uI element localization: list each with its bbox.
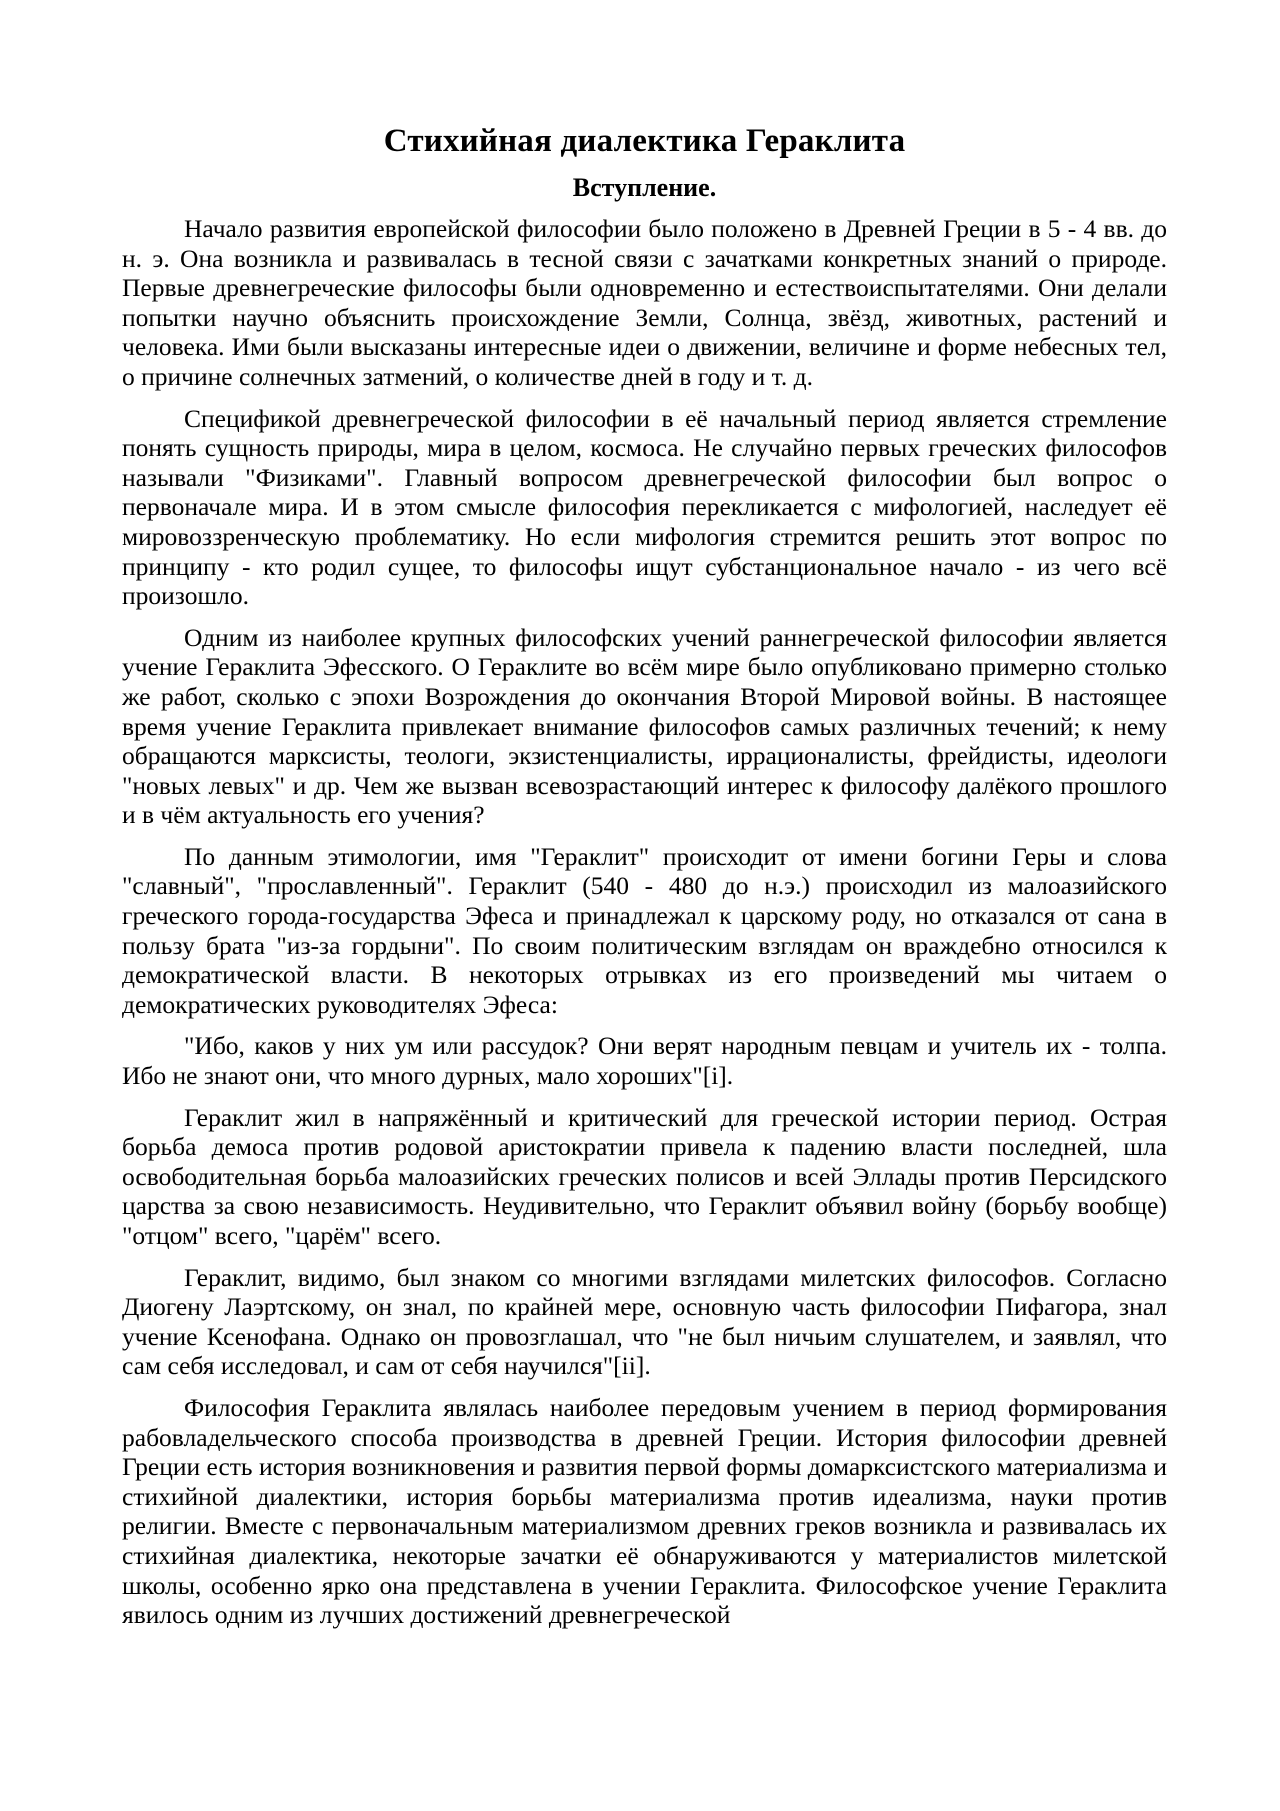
paragraph-2: Спецификой древнегреческой философии в её начальный период является стремление понять сущность природы, мира в целом, космоса. Не случайно первых греческих философов называли "Физиками". Главный вопросом древнегреческой философии был вопрос о первоначале мира. И в этом смысле философия перекликается с мифологией, наследует её мировоззренческую проблематику. Но если мифология стремится решить этот вопрос по принципу - кто родил сущее, то философы ищут субстанциональное начало - из чего всё произошло. (122, 403, 1167, 611)
document-page (122, 116, 1167, 1642)
section-heading: Вступление. (572, 173, 717, 202)
paragraph-3: Одним из наиболее крупных философских учений раннегреческой философии является учение Гераклита Эфесского. О Гераклите во всём мире было опубликовано примерно столько же работ, сколько с эпохи Возрождения до окончания Второй Мировой войны. В настоящее время учение Гераклита привлекает внимание философов самых различных течений; к нему обращаются марксисты, теологи, экзистенциалисты, иррационалисты, фрейдисты, идеологи "новых левых" и др. Чем же вызван всевозрастающий интерес к философу далёкого прошлого и в чём актуальность его учения? (122, 622, 1167, 830)
paragraph-6: Гераклит жил в напряжённый и критический для греческой истории период. Острая борьба демоса против родовой аристократии привела к падению власти последней, шла освободительная борьба малоазийских греческих полисов и всей Эллады против Персидского царства за свою независимость. Неудивительно, что Гераклит объявил войну (борьбу вообще) "отцом" всего, "царём" всего. (122, 1102, 1167, 1250)
paragraph-8: Философия Гераклита являлась наиболее передовым учением в период формирования рабовладельческого способа производства в древней Греции. История философии древней Греции есть история возникновения и развития первой формы домарксистского материализма и стихийной диалектики, история борьбы материализма против идеализма, науки против религии. Вместе с первоначальным материализмом древних греков возникла и развивалась их стихийная диалектика, некоторые зачатки её обнаруживаются у материалистов милетской школы, особенно ярко она представлена в учении Гераклита. Философское учение Гераклита явилось одним из лучших достижений древнегреческой (122, 1392, 1167, 1630)
paragraph-5-quote: "Ибо, каков у них ум или рассудок? Они верят народным певцам и учитель их - толпа. Ибо не знают они, что много дурных, мало хороших"[i]. (122, 1031, 1167, 1091)
document-title: Стихийная диалектика Гераклита (383, 123, 906, 159)
paragraph-1: Начало развития европейской философии было положено в Древней Греции в 5 - 4 вв. до н. э. Она возникла и развивалась в тесной связи с зачатками конкретных знаний о природе. Первые древнегреческие философы были одновременно и естествоиспытателями. Они делали попытки научно объяснить происхождение Земли, Солнца, звёзд, животных, растений и человека. Ими были высказаны интересные идеи о движении, величине и форме небесных тел, о причине солнечных затмений, о количестве дней в году и т. д. (122, 214, 1167, 391)
paragraph-4: По данным этимологии, имя "Гераклит" происходит от имени богини Геры и слова "славный", "прославленный". Гераклит (540 - 480 до н.э.) происходил из малоазийского греческого города-государства Эфеса и принадлежал к царскому роду, но отказался от сана в пользу брата "из-за гордыни". По своим политическим взглядам он враждебно относился к демократической власти. В некоторых отрывках из его произведений мы читаем о демократических руководителях Эфеса: (122, 841, 1167, 1019)
paragraph-7: Гераклит, видимо, был знаком со многими взглядами милетских философов. Согласно Диогену Лаэртскому, он знал, по крайней мере, основную часть философии Пифагора, знал учение Ксенофана. Однако он провозглашал, что "не был ничьим слушателем, и заявлял, что сам себя исследовал, и сам от себя научился"[ii]. (122, 1262, 1167, 1381)
